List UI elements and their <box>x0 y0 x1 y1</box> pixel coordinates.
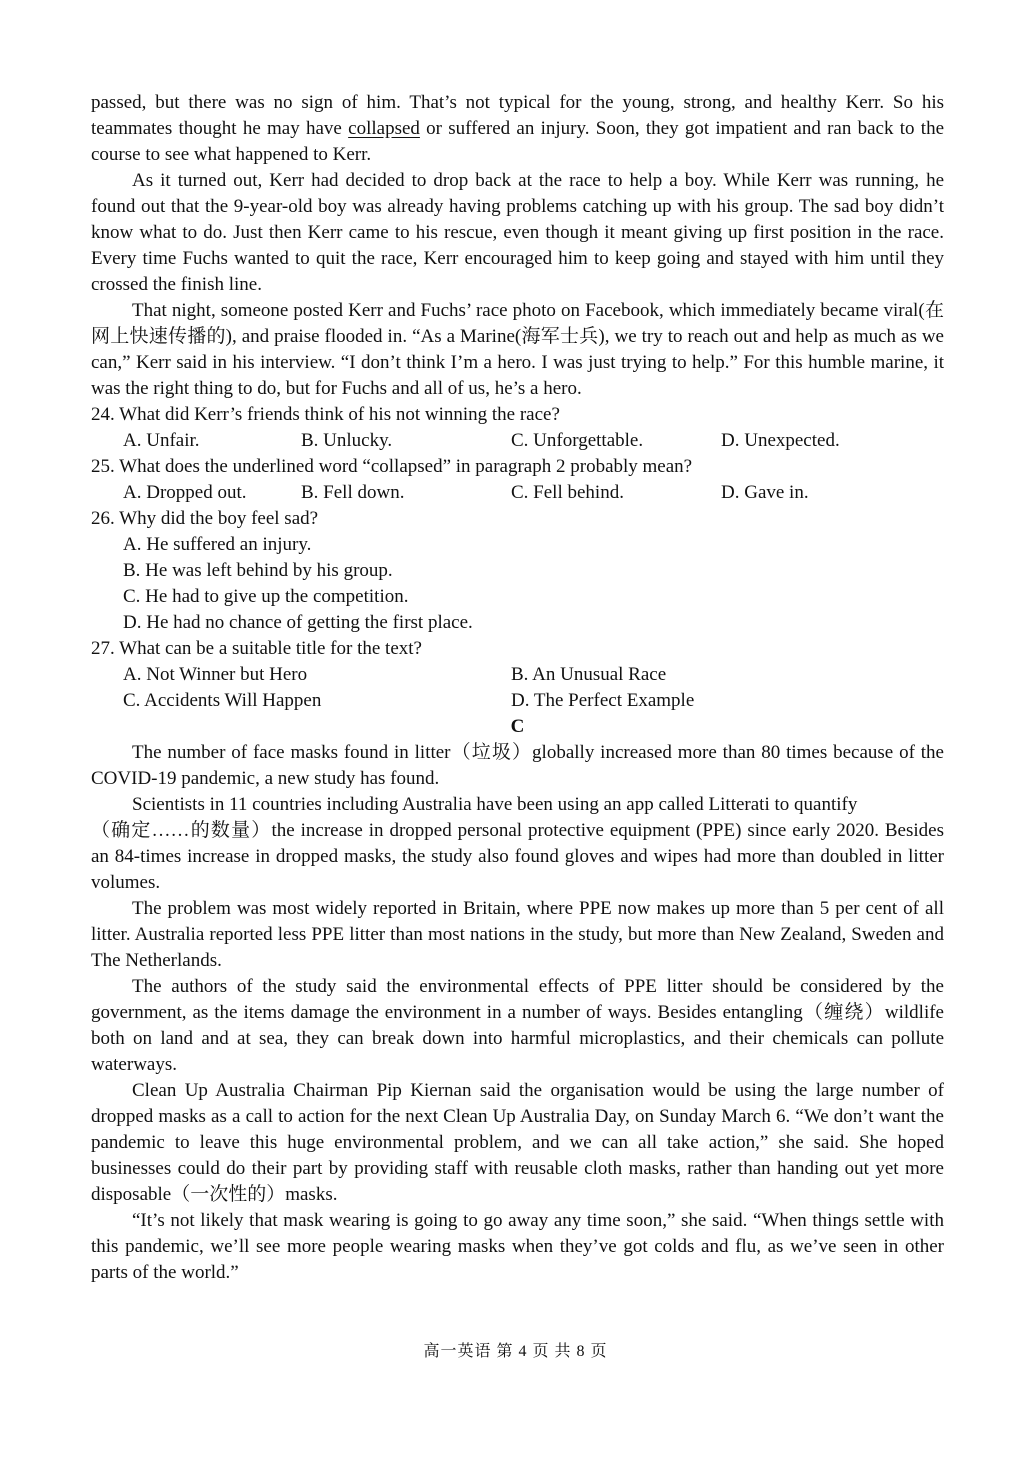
passage-c-paragraph-1: The number of face masks found in litter（垃圾）globally increased more than 80 times because of the COVID-19 pandemic, a new study has found. <box>91 742 944 789</box>
option-list <box>123 532 944 636</box>
option: B. Unlucky. <box>301 430 393 451</box>
underlined-word: collapsed <box>348 118 420 139</box>
option: D. The Perfect Example <box>511 690 695 711</box>
question-24 <box>91 402 944 454</box>
passage-c-paragraph-3: The problem was most widely reported in Britain, where PPE now makes up more than 5 per cent of all litter. Australia reported less PPE litter than most nations in the study, but more than New Zealand, Sweden and The Netherlands. <box>91 898 944 971</box>
option: B. An Unusual Race <box>511 664 667 685</box>
option: D. Gave in. <box>721 482 809 503</box>
passage-b-paragraph-2: As it turned out, Kerr had decided to drop back at the race to help a boy. While Kerr was running, he found out that the 9-year-old boy was already having problems catching up with his group. The sad boy didn’t know what to do. Just then Kerr came to his rescue, even though it meant giving up first position in the race. Every time Fuchs wanted to quit the race, Kerr encouraged him to keep going and stayed with him until they crossed the finish line. <box>91 170 944 295</box>
option-list <box>123 428 944 454</box>
question-stem: 25. What does the underlined word “collapsed” in paragraph 2 probably mean? <box>91 456 693 477</box>
question-25 <box>91 454 944 506</box>
passage-b-paragraph-1 <box>91 90 944 168</box>
option: C. Accidents Will Happen <box>123 690 322 711</box>
question-26 <box>91 506 944 636</box>
option: C. Unforgettable. <box>511 430 644 451</box>
question-stem: 24. What did Kerr’s friends think of his not winning the race? <box>91 404 560 425</box>
section-heading: C <box>510 716 525 737</box>
option: A. Unfair. <box>123 430 200 451</box>
passage-c-paragraph-5: Clean Up Australia Chairman Pip Kiernan said the organisation would be using the large number of dropped masks as a call to action for the next Clean Up Australia Day, on Sunday March 6. “We don’t want the pandemic to leave this huge environmental problem, and we can all take action,” she said. She hoped businesses could do their part by providing staff with reusable cloth masks, rather than handing out yet more disposable（一次性的）masks. <box>91 1080 944 1205</box>
option-list <box>123 662 944 714</box>
question-stem: 27. What can be a suitable title for the text? <box>91 638 422 659</box>
option: C. He had to give up the competition. <box>123 586 409 607</box>
passage-c-paragraph-2: Scientists in 11 countries including Australia have been using an app called Litterati to quantify <box>132 794 858 815</box>
option: A. Dropped out. <box>123 482 247 503</box>
question-27 <box>91 636 944 714</box>
question-stem: 26. Why did the boy feel sad? <box>91 508 319 529</box>
passage-c-paragraph-2-continued: （确定……的数量）the increase in dropped personal protective equipment (PPE) since early 2020. Besides an 84-times increase in dropped masks, the study also found gloves and wipes had more than doubled in litter volumes. <box>91 820 944 893</box>
option: B. Fell down. <box>301 482 405 503</box>
exam-page <box>91 90 944 1286</box>
option: D. He had no chance of getting the first place. <box>123 612 473 633</box>
text-run: passed, but there was no sign of him. That’s not typical for the young, strong, and healthy Kerr. So his teammates thought he may have <box>91 92 944 139</box>
option: C. Fell behind. <box>511 482 624 503</box>
text-run: or suffered an injury. Soon, they got impatient and ran back to the course to see what happened to Kerr. <box>91 118 945 165</box>
page-footer: 高一英语 第 4 页 共 8 页 <box>423 1343 608 1360</box>
passage-b-paragraph-3: That night, someone posted Kerr and Fuchs’ race photo on Facebook, which immediately became viral(在网上快速传播的), and praise flooded in. “As a Marine(海军士兵), we try to reach out and help as much as we can,” Kerr said in his interview. “I don’t think I’m a hero. I was just trying to help.” For this humble marine, it was the right thing to do, but for Fuchs and all of us, he’s a hero. <box>91 300 944 399</box>
option-list <box>123 480 944 506</box>
passage-c-paragraph-4: The authors of the study said the environmental effects of PPE litter should be considered by the government, as the items damage the environment in a number of ways. Besides entangling（缠绕）wildlife both on land and at sea, they can break down into harmful microplastics, and their chemicals can pollute waterways. <box>91 976 944 1075</box>
option: B. He was left behind by his group. <box>123 560 393 581</box>
option: A. Not Winner but Hero <box>123 664 308 685</box>
passage-c-paragraph-6: “It’s not likely that mask wearing is going to go away any time soon,” she said. “When things settle with this pandemic, we’ll see more people wearing masks when they’ve got colds and flu, as we’ve seen in other parts of the world.” <box>91 1210 944 1283</box>
option: D. Unexpected. <box>721 430 840 451</box>
option: A. He suffered an injury. <box>123 534 312 555</box>
